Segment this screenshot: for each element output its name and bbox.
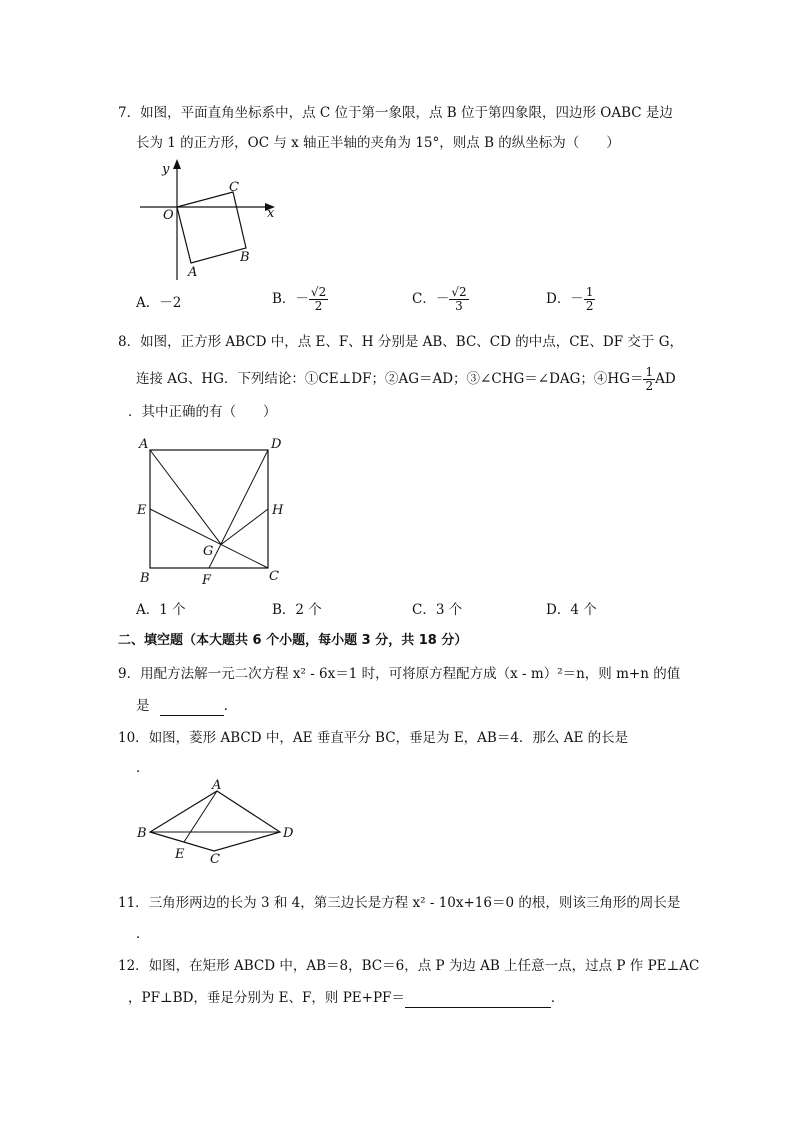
q7-label-a: A	[188, 265, 198, 280]
q10-line2: ．	[136, 760, 150, 776]
q8-label-h: H	[272, 503, 284, 518]
q10-label-a: A	[212, 778, 222, 793]
q12-line1: 12．如图，在矩形 ABCD 中，AB＝8，BC＝6，点 P 为边 AB 上任意一点，过点 P 作 PE⊥AC	[118, 958, 700, 974]
q11-line1: 11．三角形两边的长为 3 和 4，第三边长是方程 x² - 10x+16＝0 的根，则该三角形的周长是	[118, 895, 681, 911]
q7-line1: 7．如图，平面直角坐标系中，点 C 位于第一象限，点 B 位于第四象限，四边形 OABC 是边	[118, 105, 673, 121]
q7-label-o: O	[163, 208, 174, 223]
q8-label-b: B	[140, 571, 150, 586]
section-2-title: 二、填空题（本大题共 6 个小题，每小题 3 分，共 18 分）	[118, 633, 468, 648]
q10-line1: 10．如图，菱形 ABCD 中，AE 垂直平分 BC，垂足为 E，AB＝4．那么 AE 的长是	[118, 730, 629, 746]
q8-line2: 连接 AG、HG．下列结论：①CE⊥DF；②AG＝AD；③∠CHG＝∠DAG；④HG＝ $\frac{1}{2}$ AD	[136, 365, 676, 393]
q8-label-e: E	[137, 503, 147, 518]
q8-option-c[interactable]: C．3 个	[412, 602, 463, 618]
q10-label-d: D	[283, 826, 294, 841]
q8-label-d: D	[271, 437, 282, 452]
q9-line1: 9．用配方法解一元二次方程 x² - 6x＝1 时，可将原方程配方成（x - m）²＝n，则 m+n 的值	[118, 666, 681, 682]
q7-figure	[132, 155, 282, 285]
q8-line3: ．其中正确的有（ ）	[128, 404, 277, 420]
q10-label-c: C	[210, 852, 220, 863]
q8-label-c: C	[269, 569, 279, 584]
q12-line2: ，PF⊥BD，垂足分别为 E、F，则 PE+PF＝ ．	[128, 990, 565, 1006]
q8-line1: 8．如图，正方形 ABCD 中，点 E、F、H 分别是 AB、BC、CD 的中点，CE、DF 交于 G，	[118, 334, 683, 350]
q7-label-c: C	[229, 180, 239, 195]
q8-label-g: G	[203, 544, 214, 559]
q7-option-d[interactable]: D．－ $\frac{1}{2}$	[546, 285, 594, 313]
q8-figure	[132, 432, 292, 592]
q7-option-a[interactable]: A．－2	[136, 295, 182, 311]
q7-option-b[interactable]: B．－ $\frac{√2}{2}$	[272, 285, 327, 313]
q7-label-y: y	[162, 162, 170, 177]
q7-option-c[interactable]: C．－ $\frac{√2}{3}$	[412, 285, 467, 313]
q8-label-f: F	[202, 573, 212, 588]
q8-label-a: A	[139, 437, 149, 452]
q9-answer-blank[interactable]	[160, 715, 224, 716]
q10-figure	[132, 778, 307, 863]
q9-line2: 是 ．	[136, 698, 238, 714]
q8-option-a[interactable]: A．1 个	[136, 602, 186, 618]
q8-option-b[interactable]: B．2 个	[272, 602, 322, 618]
q11-line2: ．	[136, 926, 150, 942]
q7-line2: 长为 1 的正方形，OC 与 x 轴正半轴的夹角为 15°，则点 B 的纵坐标为（ ）	[136, 135, 620, 151]
q10-label-e: E	[175, 847, 185, 862]
q12-answer-blank[interactable]	[405, 1007, 551, 1008]
q10-label-b: B	[137, 826, 147, 841]
q8-option-d[interactable]: D．4 个	[546, 602, 597, 618]
q7-label-b: B	[240, 250, 250, 265]
q7-label-x: x	[267, 206, 275, 221]
